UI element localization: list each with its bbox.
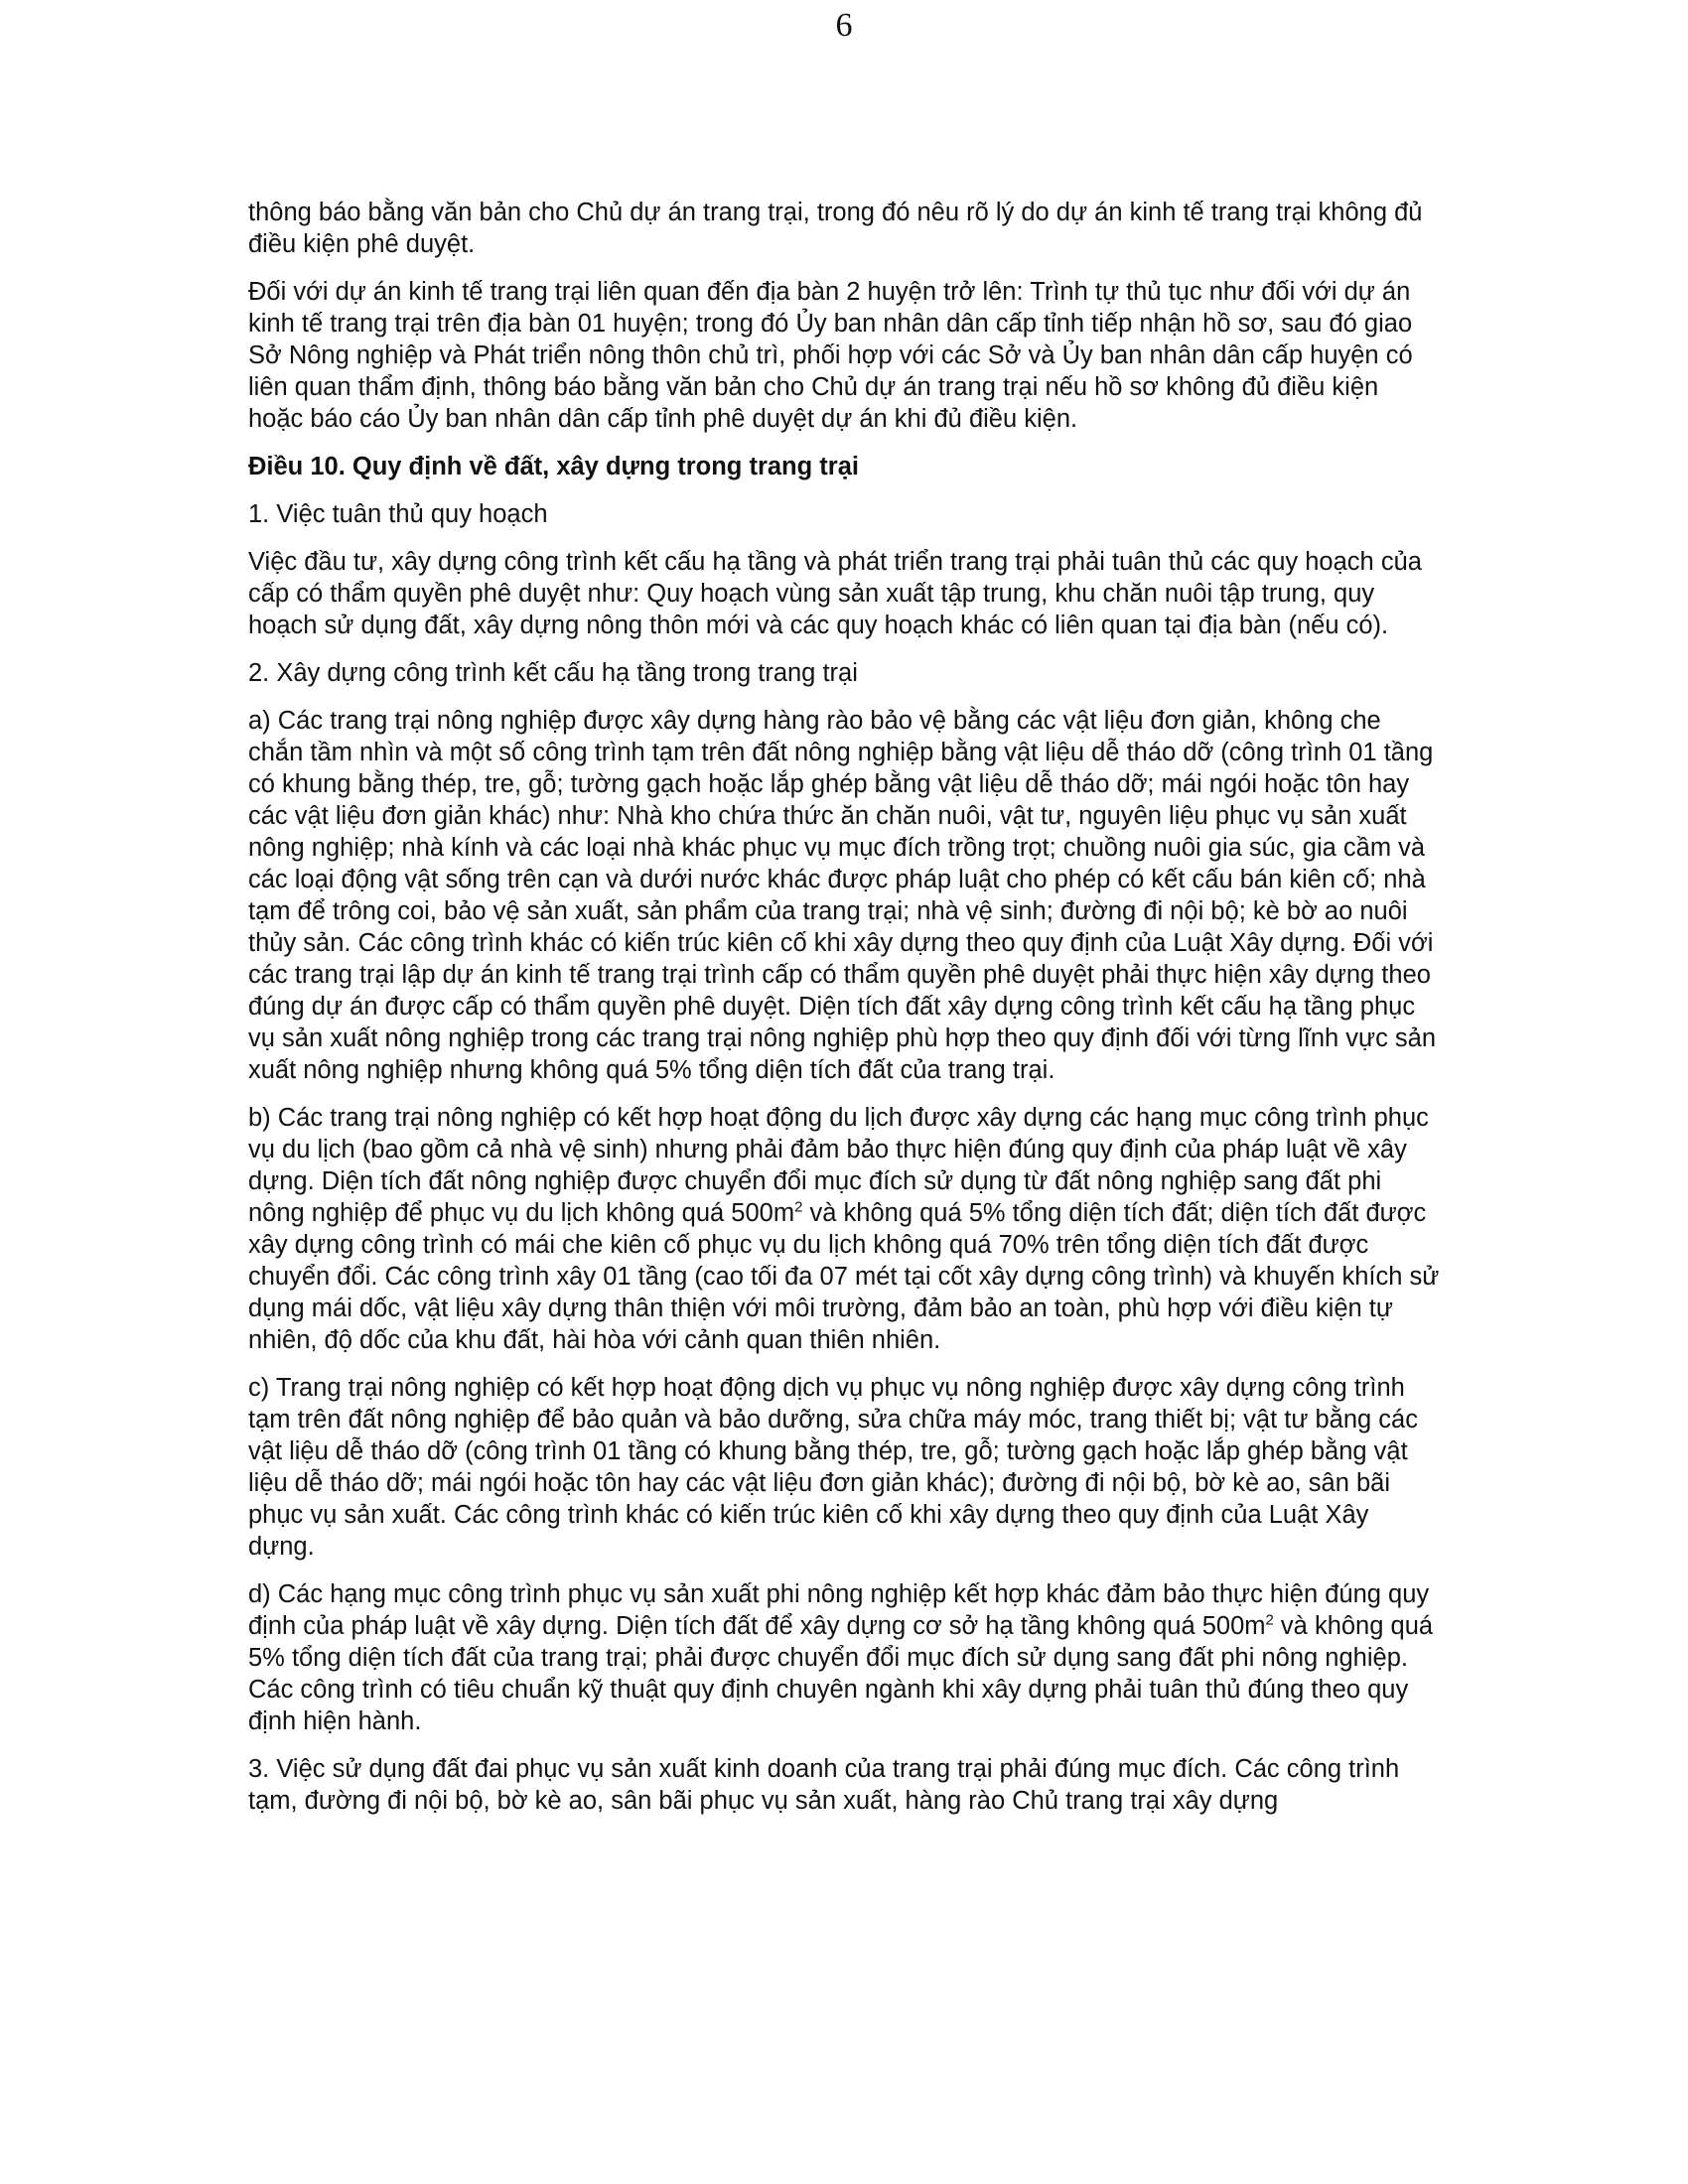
section-1-heading: 1. Việc tuân thủ quy hoạch: [248, 500, 548, 528]
paragraph-multi-district-projects: Đối với dự án kinh tế trang trại liên quan đến địa bàn 2 huyện trở lên: Trình tự thủ tục như đối với dự án kinh tế trang trại trên địa bàn 01 huyện; trong đó Ủy ban nhân dân cấp tỉnh tiếp nhận hồ sơ, sau đó giao Sở Nông nghiệp và Phát triển nông thôn chủ trì, phối hợp với các Sở và Ủy ban nhân dân cấp huyện có liên quan thẩm định, thông báo bằng văn bản cho Chủ dự án trang trại nếu hồ sơ không đủ điều kiện hoặc báo cáo Ủy ban nhân dân cấp tỉnh phê duyệt dự án khi đủ điều kiện.: [248, 278, 1413, 433]
section-2b-paragraph: [248, 1102, 1440, 1356]
section-2d-paragraph: [248, 1578, 1440, 1737]
superscript-squared: 2: [1265, 1611, 1274, 1629]
section-2-heading: 2. Xây dựng công trình kết cấu hạ tầng trong trang trại: [248, 659, 858, 687]
section-2a-paragraph: a) Các trang trại nông nghiệp được xây dựng hàng rào bảo vệ bằng các vật liệu đơn giản, không che chắn tầm nhìn và một số công trình tạm trên đất nông nghiệp bằng vật liệu dễ tháo dỡ (công trình 01 tầng có khung bằng thép, tre, gỗ; tường gạch hoặc lắp ghép bằng vật liệu dễ tháo dỡ; mái ngói hoặc tôn hay các vật liệu đơn giản khác) như: Nhà kho chứa thức ăn chăn nuôi, vật tư, nguyên liệu phục vụ sản xuất nông nghiệp; nhà kính và các loại nhà khác phục vụ mục đích trồng trọt; chuồng nuôi gia súc, gia cầm và các loại động vật sống trên cạn và dưới nước khác được pháp luật cho phép có kết cấu bán kiên cố; nhà tạm để trông coi, bảo vệ sản xuất, sản phẩm của trang trại; nhà vệ sinh; đường đi nội bộ; kè bờ ao nuôi thủy sản. Các công trình khác có kiến trúc kiên cố khi xây dựng theo quy định của Luật Xây dựng. Đối với các trang trại lập dự án kinh tế trang trại trình cấp có thẩm quyền phê duyệt phải thực hiện xây dựng theo đúng dự án được cấp có thẩm quyền phê duyệt. Diện tích đất xây dựng công trình kết cấu hạ tầng phục vụ sản xuất nông nghiệp trong các trang trại nông nghiệp phù hợp theo quy định đối với từng lĩnh vực sản xuất nông nghiệp nhưng không quá 5% tổng diện tích đất của trang trại.: [248, 707, 1437, 1084]
paragraph-project-rejection-notice: thông báo bằng văn bản cho Chủ dự án trang trại, trong đó nêu rõ lý do dự án kinh tế trang trại không đủ điều kiện phê duyệt.: [248, 199, 1423, 258]
page-number: 6: [835, 7, 853, 44]
section-2b-text-part2: và không quá 5% tổng diện tích đất; diện tích đất được xây dựng công trình có mái che kiên cố phục vụ du lịch không quá 70% trên tổng diện tích đất được chuyển đổi. Các công trình xây 01 tầng (cao tối đa 07 mét tại cốt xây dựng công trình) và khuyến khích sử dụng mái dốc, vật liệu xây dựng thân thiện với môi trường, đảm bảo an toàn, phù hợp với điều kiện tự nhiên, độ dốc của khu đất, hài hòa với cảnh quan thiên nhiên.: [248, 1199, 1440, 1354]
section-2b-text-part1: b) Các trang trại nông nghiệp có kết hợp hoạt động du lịch được xây dựng các hạng mục công trình phục vụ du lịch (bao gồm cả nhà vệ sinh) nhưng phải đảm bảo thực hiện đúng quy định của pháp luật về xây dựng. Diện tích đất nông nghiệp được chuyển đổi mục đích sử dụng từ đất nông nghiệp sang đất phi nông nghiệp để phục vụ du lịch không quá 500m: [248, 1104, 1429, 1227]
section-1-body: Việc đầu tư, xây dựng công trình kết cấu hạ tầng và phát triển trang trại phải tuân thủ các quy hoạch của cấp có thẩm quyền phê duyệt như: Quy hoạch vùng sản xuất tập trung, khu chăn nuôi tập trung, quy hoạch sử dụng đất, xây dựng nông thôn mới và các quy hoạch khác có liên quan tại địa bàn (nếu có).: [248, 548, 1422, 639]
section-2d-text-part1: d) Các hạng mục công trình phục vụ sản xuất phi nông nghiệp kết hợp khác đảm bảo thực hiện đúng quy định của pháp luật về xây dựng. Diện tích đất để xây dựng cơ sở hạ tầng không quá 500m: [248, 1580, 1430, 1640]
section-2c-paragraph: c) Trang trại nông nghiệp có kết hợp hoạt động dịch vụ phục vụ nông nghiệp được xây dựng công trình tạm trên đất nông nghiệp để bảo quản và bảo dưỡng, sửa chữa máy móc, trang thiết bị; vật tư bằng các vật liệu dễ tháo dỡ (công trình 01 tầng có khung bằng thép, tre, gỗ; tường gạch hoặc lắp ghép bằng vật liệu dễ tháo dỡ; mái ngói hoặc tôn hay các vật liệu đơn giản khác); đường đi nội bộ, bờ kè ao, sân bãi phục vụ sản xuất. Các công trình khác có kiến trúc kiên cố khi xây dựng theo quy định của Luật Xây dựng.: [248, 1374, 1418, 1561]
section-3-paragraph: 3. Việc sử dụng đất đai phục vụ sản xuất kinh doanh của trang trại phải đúng mục đích. Các công trình tạm, đường đi nội bộ, bờ kè ao, sân bãi phục vụ sản xuất, hàng rào Chủ trang trại xây dựng: [248, 1755, 1400, 1815]
article-10-heading: Điều 10. Quy định về đất, xây dựng trong trang trại: [248, 453, 859, 480]
section-2d-text-part2: và không quá 5% tổng diện tích đất của trang trại; phải được chuyển đổi mục đích sử dụng sang đất phi nông nghiệp. Các công trình có tiêu chuẩn kỹ thuật quy định chuyên ngành khi xây dựng phải tuân thủ đúng theo quy định hiện hành.: [248, 1612, 1434, 1735]
document-body: [248, 197, 1440, 1833]
superscript-squared: 2: [794, 1198, 803, 1216]
